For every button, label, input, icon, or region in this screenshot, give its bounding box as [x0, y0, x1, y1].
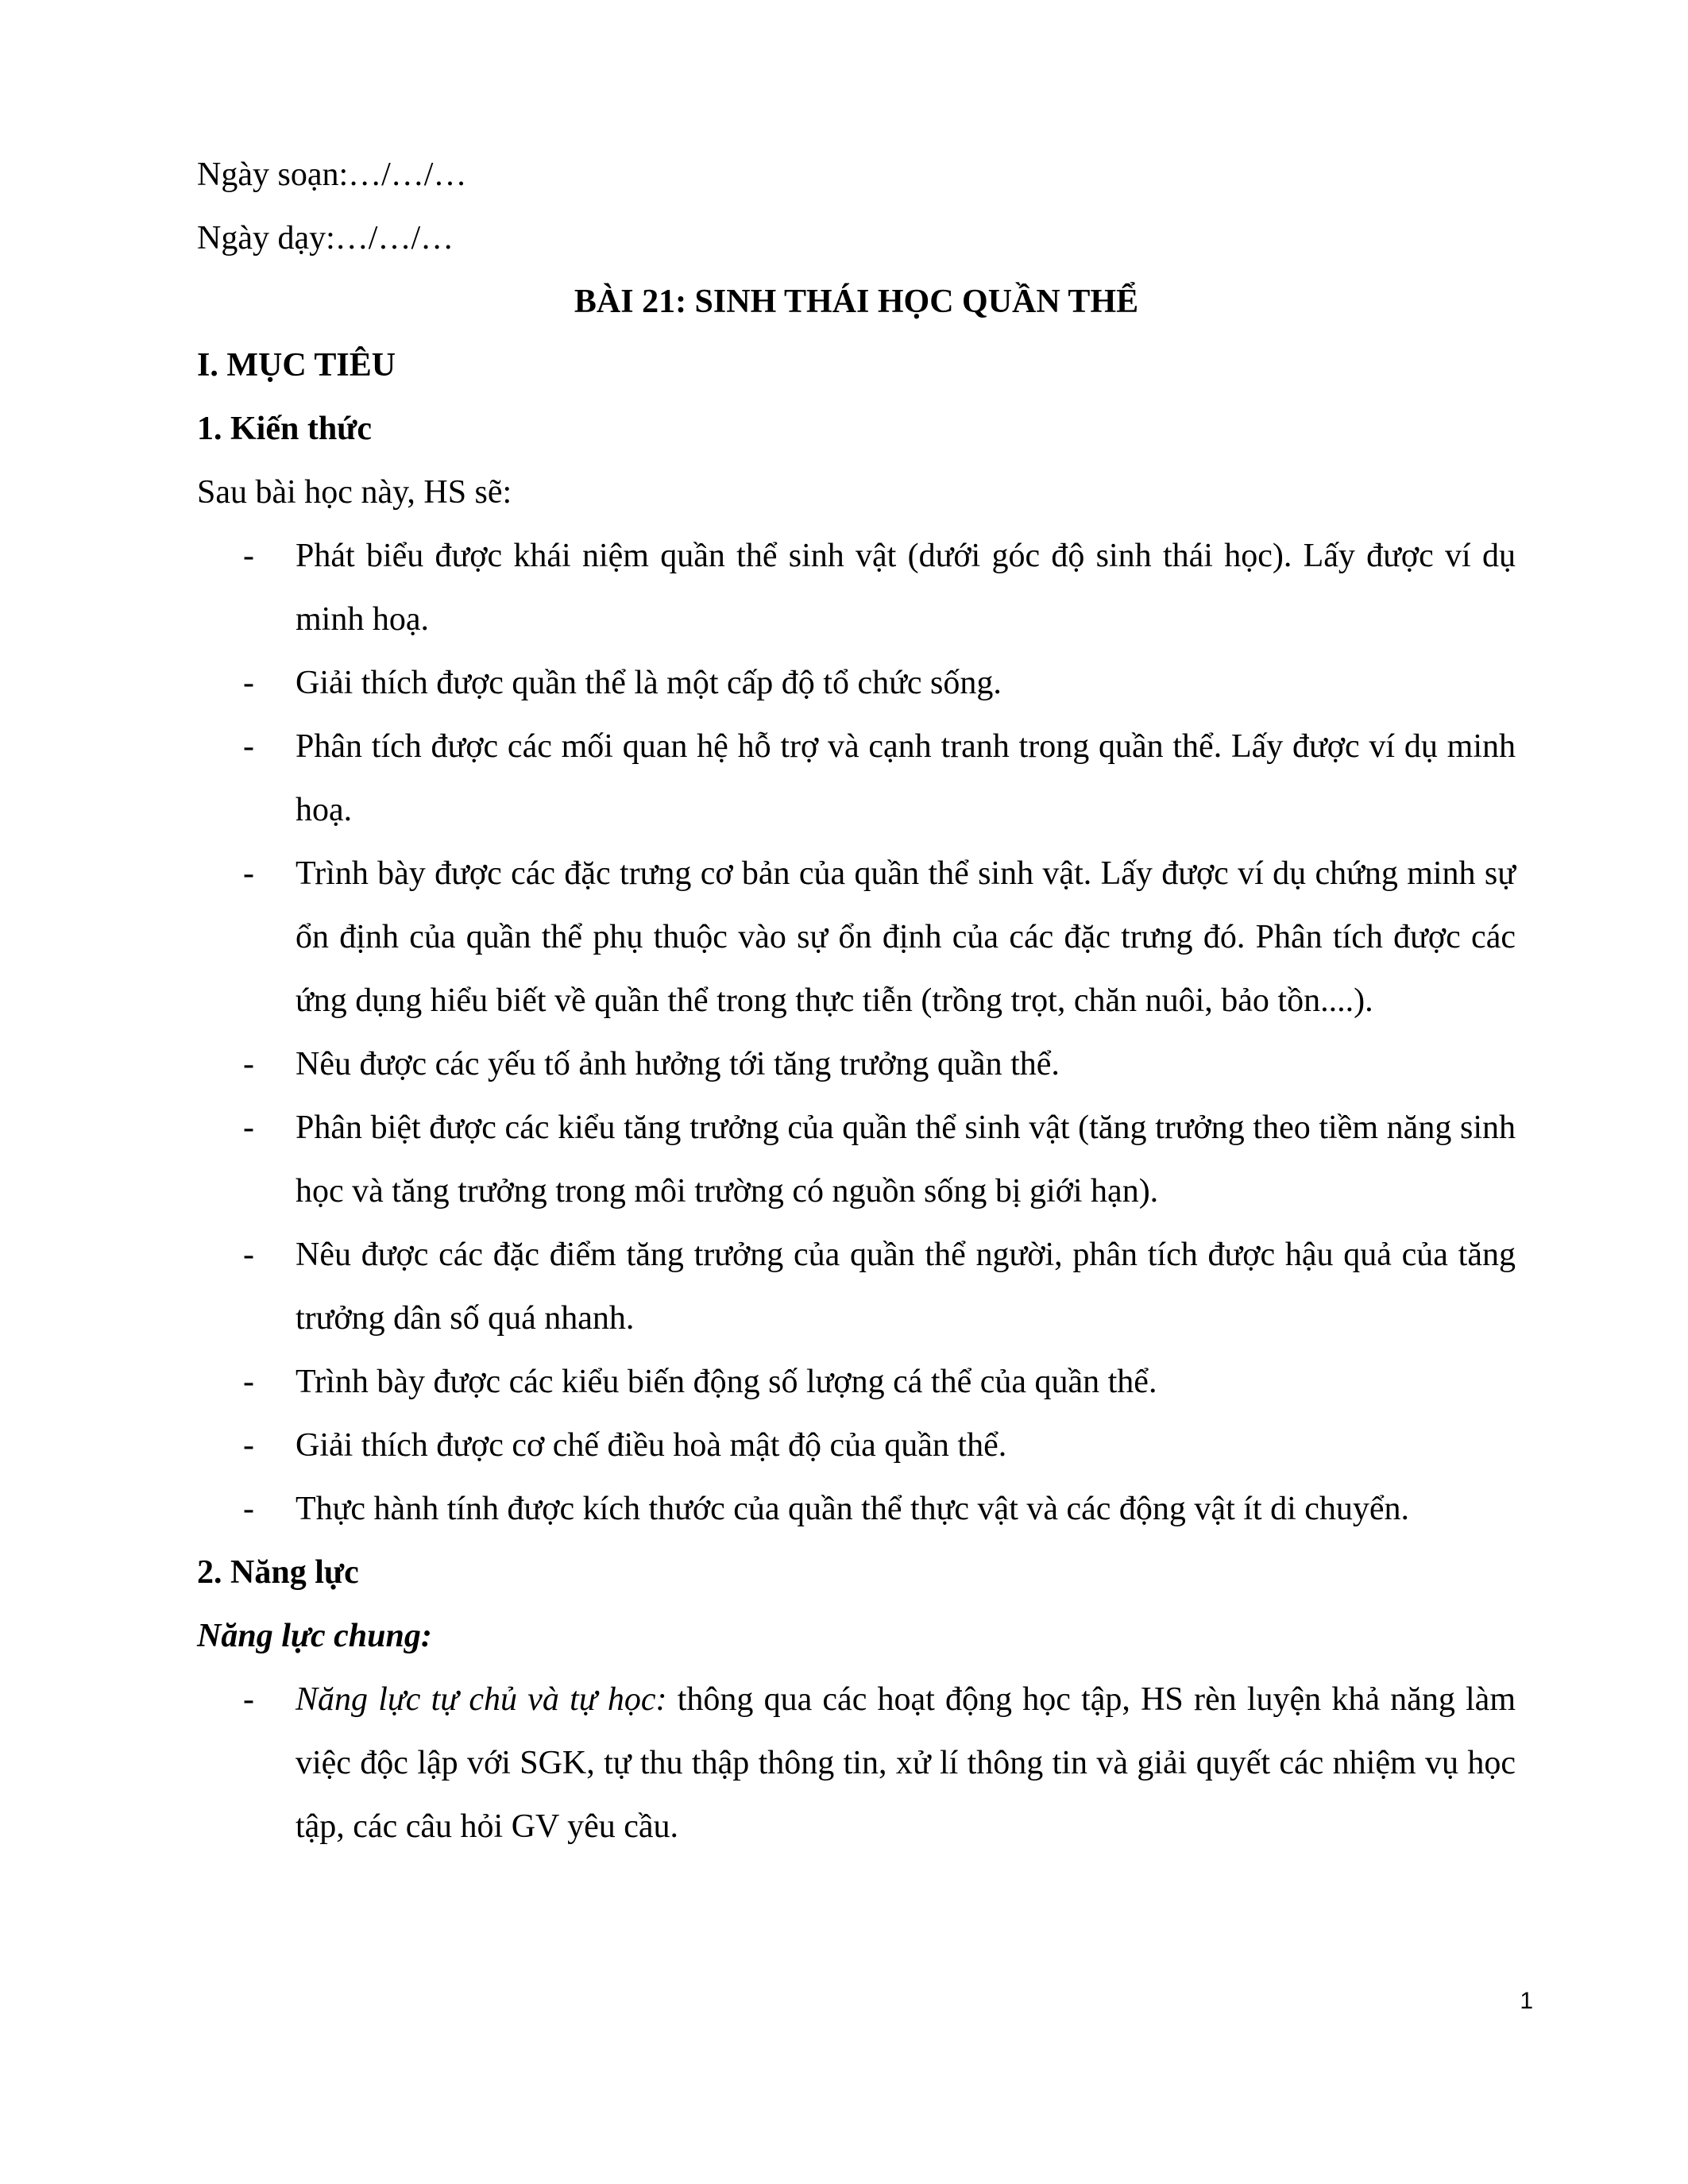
list-item-text: Giải thích được quần thể là một cấp độ tổ chức sống. — [295, 665, 1002, 701]
dash-bullet: - — [243, 1109, 254, 1146]
list-item — [197, 1096, 1516, 1223]
page-content — [197, 143, 1516, 1858]
list-item-text: thông qua các hoạt động học tập, HS rèn luyện khả năng làm việc độc lập với SGK, tự thu thập thông tin, xử lí thông tin và giải quyết các nhiệm vụ học tập, các câu hỏi GV yêu cầu. — [295, 1681, 1516, 1845]
list-item — [197, 715, 1516, 842]
subheading-knowledge: 1. Kiến thức — [197, 411, 373, 447]
list-item — [197, 1668, 1516, 1858]
dash-bullet: - — [243, 665, 254, 701]
dash-bullet: - — [243, 855, 254, 892]
list-item-text: Phân biệt được các kiểu tăng trưởng của quần thể sinh vật (tăng trưởng theo tiềm năng sinh học và tăng trưởng trong môi trường có nguồn sống bị giới hạn). — [295, 1109, 1516, 1210]
list-item-text: Giải thích được cơ chế điều hoà mật độ của quần thể. — [295, 1427, 1007, 1464]
list-item — [197, 1477, 1516, 1541]
list-item-text: Thực hành tính được kích thước của quần thể thực vật và các động vật ít di chuyển. — [295, 1491, 1410, 1527]
list-item — [197, 842, 1516, 1032]
list-item-lead: Năng lực tự chủ và tự học: — [295, 1681, 667, 1718]
list-item-text: Nêu được các đặc điểm tăng trưởng của quần thể người, phân tích được hậu quả của tăng trưởng dân số quá nhanh. — [295, 1237, 1516, 1337]
dash-bullet: - — [243, 1364, 254, 1400]
lesson-title: BÀI 21: SINH THÁI HỌC QUẦN THỂ — [574, 284, 1139, 320]
list-item — [197, 651, 1516, 715]
general-competence-heading: Năng lực chung: — [197, 1618, 432, 1654]
list-item-text: Phát biểu được khái niệm quần thể sinh vật (dưới góc độ sinh thái học). Lấy được ví dụ minh hoạ. — [295, 538, 1516, 638]
list-item — [197, 524, 1516, 651]
list-item-text: Trình bày được các đặc trưng cơ bản của quần thể sinh vật. Lấy được ví dụ chứng minh sự ổn định của quần thể phụ thuộc vào sự ổn định của các đặc trưng đó. Phân tích được các ứng dụng hiểu biết về quần thể trong thực tiễn (trồng trọt, chăn nuôi, bảo tồn....). — [295, 855, 1516, 1019]
list-item-text: Trình bày được các kiểu biến động số lượng cá thể của quần thể. — [295, 1364, 1157, 1400]
section-heading-objectives: I. MỤC TIÊU — [197, 347, 396, 384]
dash-bullet: - — [243, 1237, 254, 1273]
dash-bullet: - — [243, 1046, 254, 1082]
list-item — [197, 1414, 1516, 1477]
knowledge-intro: Sau bài học này, HS sẽ: — [197, 474, 512, 511]
list-item — [197, 1350, 1516, 1414]
dash-bullet: - — [243, 1491, 254, 1527]
page-number: 1 — [1520, 1988, 1533, 2014]
list-item — [197, 1032, 1516, 1096]
competence-list — [197, 1668, 1516, 1858]
knowledge-list — [197, 524, 1516, 1541]
subheading-competence: 2. Năng lực — [197, 1554, 359, 1591]
teach-date: Ngày dạy:…/…/… — [197, 220, 454, 257]
list-item-text: Nêu được các yếu tố ảnh hưởng tới tăng trưởng quần thể. — [295, 1046, 1060, 1082]
dash-bullet: - — [243, 1427, 254, 1464]
dash-bullet: - — [243, 728, 254, 765]
dash-bullet: - — [243, 1681, 254, 1718]
list-item-text: Phân tích được các mối quan hệ hỗ trợ và cạnh tranh trong quần thể. Lấy được ví dụ minh hoạ. — [295, 728, 1516, 828]
list-item — [197, 1223, 1516, 1350]
prepare-date: Ngày soạn:…/…/… — [197, 156, 467, 193]
dash-bullet: - — [243, 538, 254, 574]
